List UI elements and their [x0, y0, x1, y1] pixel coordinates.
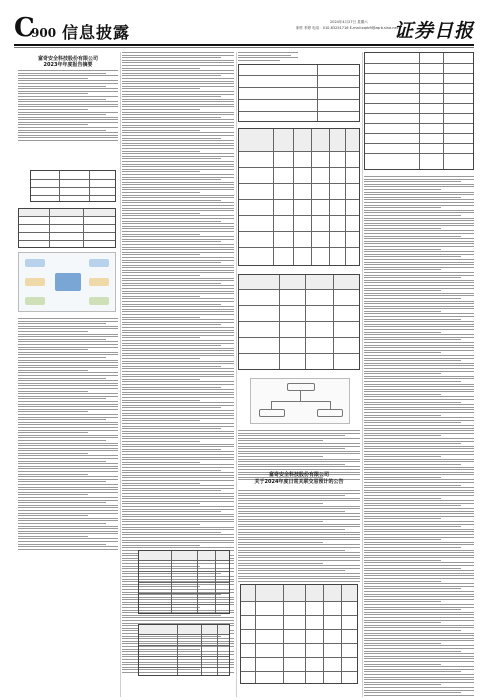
- data-table: [138, 624, 230, 676]
- column-divider: [120, 52, 121, 697]
- section-letter: C: [14, 13, 35, 43]
- business-diagram: [18, 252, 116, 312]
- text-block: [364, 176, 474, 697]
- meeting-title: 关于2024年度日常关联交易预计的公告: [254, 479, 344, 485]
- text-block: [238, 490, 360, 583]
- column-divider: [362, 52, 363, 697]
- data-table: [238, 128, 360, 266]
- paper-logo: 证券日报: [393, 20, 474, 42]
- column-c: [238, 52, 360, 697]
- masthead: [14, 13, 474, 43]
- contact-line: 制作 李婷 电话：010-83251716 E-mail:zqrb9@zqrb.sina.net: [296, 26, 399, 30]
- column-d: [364, 52, 474, 697]
- text-block: [18, 70, 118, 143]
- column-b: [122, 52, 234, 697]
- text-block: [238, 52, 298, 62]
- data-table: [238, 274, 360, 370]
- data-table: [138, 550, 230, 614]
- data-table: [240, 584, 358, 684]
- annual-report-company: 富奇安全科技股份有限公司: [37, 56, 98, 62]
- masthead-rule: [14, 44, 474, 46]
- data-table: [18, 208, 116, 248]
- text-block: [18, 318, 118, 551]
- section-title: 信息披露: [62, 23, 131, 42]
- data-table: [364, 52, 474, 170]
- data-table: [238, 64, 360, 122]
- meeting-company: 富奇安全科技股份有限公司: [268, 472, 329, 478]
- date-line: 2024年4月27日 星期六: [330, 20, 368, 24]
- column-divider: [236, 52, 237, 697]
- annual-report-title: 2023年年度报告摘要: [43, 62, 93, 68]
- column-a: [18, 52, 118, 697]
- masthead-rule-thin: [14, 47, 474, 48]
- page-number: 900: [31, 26, 57, 40]
- ownership-diagram: [250, 378, 350, 424]
- data-table: [30, 170, 116, 202]
